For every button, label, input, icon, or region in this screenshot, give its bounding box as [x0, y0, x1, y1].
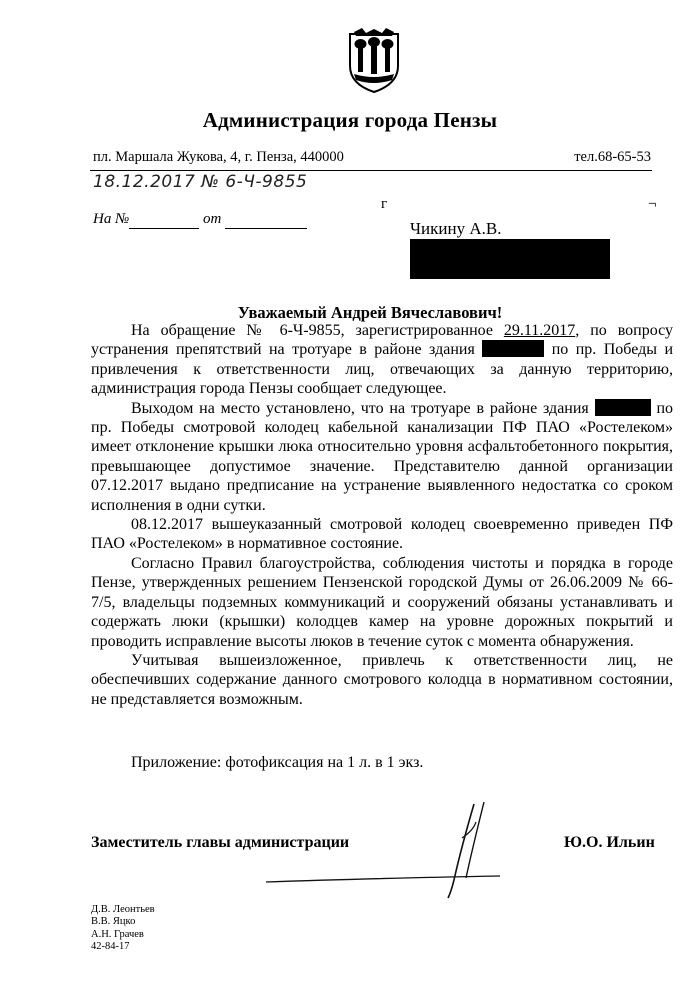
executor-line: Д.В. Леонтьев: [91, 904, 155, 915]
redacted-building-1: [482, 340, 544, 357]
coat-of-arms-icon: [344, 28, 404, 94]
paragraph-4: Согласно Правил благоустройства, соблюдения чистоты и порядка в городе Пензе, утвержденных решением Пензенской городской Думы от 26.06.2009 № 66-7/5, владельцы подземных коммуникаций и сооружений обязаны устанавливать и содержать люки (крышки) колодцев камер на уровне дорожных покрытий и проводить исправление высоты люков в течение суток с момента обнаружения.: [91, 554, 673, 650]
executors-list: [91, 904, 155, 954]
handwritten-registration: 18.12.2017 № 6-Ч-9855: [93, 172, 308, 192]
addressee-name: Чикину А.В.: [410, 219, 502, 238]
letter-body: [91, 321, 673, 709]
redacted-address: [410, 239, 610, 279]
paragraph-5: Учитывая вышеизложенное, привлечь к ответственности лиц, не обеспечивших содержание данного смотрового колодца в нормативном состоянии, не представляется возможным.: [91, 651, 673, 708]
paragraph-3: 08.12.2017 вышеуказанный смотровой колодец своевременно приведен ПФ ПАО «Ростелеком» в нормативное состояние.: [91, 516, 673, 553]
salutation: Уважаемый Андрей Вячеславович!: [237, 303, 503, 322]
registration-date: 29.11.2017: [503, 322, 576, 339]
appendix: Приложение: фотофиксация на 1 л. в 1 экз.: [131, 754, 424, 771]
address-corner-left: г: [381, 196, 388, 212]
org-phone: тел.68-65-53: [574, 149, 651, 165]
header-divider: [90, 170, 652, 171]
signer-position: Заместитель главы администрации: [91, 834, 350, 851]
redacted-building-2: [595, 399, 651, 416]
address-corner-right: ¬: [648, 196, 657, 212]
org-address: пл. Маршала Жукова, 4, г. Пенза, 440000: [93, 149, 344, 165]
ref-from: от: [202, 211, 222, 227]
signature-icon: [262, 798, 502, 908]
executor-line: В.В. Яцко: [91, 916, 136, 928]
ref-number-blank: [129, 211, 199, 229]
executor-phone: 42-84-17: [91, 941, 130, 953]
signer-name: Ю.О. Ильин: [564, 834, 655, 851]
executor-line: А.Н. Грачев: [91, 928, 144, 940]
reference-line: [93, 211, 307, 229]
ref-date-blank: [225, 211, 307, 229]
ref-prefix: На №: [93, 211, 130, 227]
paragraph-1: На обращение № 6-Ч-9855, зарегистрированное 29.11.2017, по вопросу устранения препятствий на тротуаре в районе здания по пр. Победы и привлечения к ответственности лиц, отвечающих за данную территорию, администрация города Пензы сообщает следующее.: [91, 322, 674, 398]
org-title: Администрация города Пензы: [202, 108, 498, 132]
paragraph-2: Выходом на место установлено, что на тротуаре в районе здания по пр. Победы смотровой колодец кабельной канализации ПФ ПАО «Ростелеком» имеет отклонение крышки люка относительно уровня асфальтобетонного покрытия, превышающее допустимое значение. Представителю данной организации 07.12.2017 выдано предписание на устранение выявленного недостатка со сроком исполнения в одни сутки.: [91, 399, 674, 514]
